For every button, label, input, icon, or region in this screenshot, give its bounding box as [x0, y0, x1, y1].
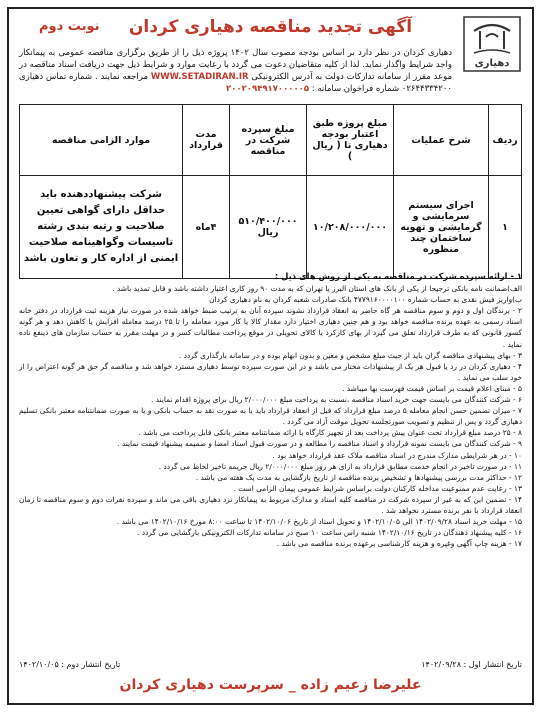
term-item: ۱۲ - حداکثر مدت بررسی پیشنهادها و تشخیص برنده مناقصه از تاریخ بازگشایی به مدت یک هفته می باشد . [195, 472, 522, 482]
intro-text-3: شماره فراخوان سامانه : [311, 84, 400, 94]
cell-amount: ۱۰/۲۰۸/۰۰۰/۰۰۰ [307, 176, 394, 279]
cell-row-number: ۱ [489, 176, 522, 279]
terms-heading: ۱ - ارائه سپرده شرکت در مناقصه به یکی از روش های ذیل : [274, 271, 522, 281]
term-item: ۴ - دهیاری کردان در رد یا قبول هر یک از پیشنهادات مختار می باشد و در این صورت سپرده توسط دهیاری مسترد خواهد شد و مناقصه گر حق هر گونه اعتراض را از خود سلب می نماید . [19, 361, 522, 382]
term-item: ۱۶ - کلیه پیشنهاد دهندگان در تاریخ ۱۴۰۲/۱۰/۱۶ شنبه راس ساعت ۱۰ صبح در سامانه تدارکات الکترونیکی بارگشایی می گردد . [137, 528, 522, 538]
page-title: آگهی تجدید مناقصه دهیاری کردان [128, 17, 413, 37]
logo-text: دهیاری [474, 58, 510, 69]
term-item: ۱۳ - رعایت عدم ممنوعیت مداخله کارکنان دولت براساس شرایط عمومی پیمان الزامی است . [233, 483, 522, 493]
term-item: ۱۴ - تضمین این که به غیر از سپرده شرکت در مناقصه کلیه اسناد و مدارک مربوط به پیمانکار نزد دهیاری باقی می ماند و سپرده نفرات دوم و سوم مناقصه تا زمان انعقاد قرارداد با نفر برنده مسترد نخواهد شد . [19, 494, 522, 515]
col-header-row: ردیف [489, 105, 522, 176]
term-item: ۱۱ - در صورت تاخیر در انجام خدمت مطابق قرارداد به ازای هر روز مبلغ ۲/۰۰۰/۰۰۰ ریال جریمه تاخیر لحاظ می گردد . [158, 461, 522, 471]
first-publication-date: تاریخ انتشار اول : ۱۴۰۲/۰۹/۲۸ [421, 660, 522, 669]
publication-round: نوبت دوم [39, 19, 100, 34]
phone-number: ۰۲۶۴۴۳۳۴۲۰۰ [401, 84, 452, 94]
cell-duration: ۴ماه [183, 176, 230, 279]
term-item: ۱۰ - در هر شرایطی مدارک مندرج در اسناد مناقصه ملاک عقد قرارداد خواهد بود . [272, 450, 522, 460]
tender-code: ۲۰۰۲۰۹۴۹۱۷۰۰۰۰۰۵ [226, 84, 310, 94]
col-header-requirements: موارد الزامی مناقصه [20, 105, 183, 176]
tender-table [19, 104, 522, 279]
term-item: ۵ - مبنای اعلام قیمت بر اساس قیمت فهرست بها میباشد . [342, 383, 522, 393]
term-item: ۳ - بهای پیشنهادی مناقصه گران باید از حیث مبلغ مشخص و معین و بدون ابهام بوده و در سامانه بارگذاری گردد . [178, 350, 522, 360]
term-item: ۸ - ۲۵ درصد مبلغ قرارداد تحت عنوان پیش پرداخت بعد از تجهیز کارگاه با ارائه ضمانتنامه معتبر بانکی قابل پرداخت می باشد . [138, 428, 522, 438]
intro-text-2: مراجعه نمایند . شماره تماس دهیاری [19, 72, 149, 82]
col-header-description: شرح عملیات [394, 105, 489, 176]
table-row [20, 176, 522, 279]
term-item: ۷ - میزان تضمین حسن انجام معامله ۵ درصد مبلغ قرارداد که قبل از انعقاد قرارداد باید یا به صورت نقد به حساب بانکی و یا به صورت ضمانتنامه معتبر بانکی تسلیم دهیاری گردد و پس از تنظیم و تصویب صورتجلسه تحویل موقت آزاد می گردد . [19, 406, 522, 427]
col-header-deposit: مبلغ سپرده شرکت در مناقصه [230, 105, 307, 176]
signer-name: علیرضا زعیم زاده _ سرپرست دهیاری کردان [119, 677, 422, 693]
term-item: ۱۷ - هزینه چاپ آگهی وغیره و هزینه کارشناسی برعهده برنده مناقصه می باشد . [276, 539, 522, 549]
table-header-row [20, 105, 522, 176]
term-item: ۶ - شرکت کنندگان می بایست جهت خرید اسناد مناقصه ،نسبت به پرداخت مبلغ ۲/۰۰۰/۰۰۰ ریال برای پروژه اقدام نمایند . [150, 395, 522, 405]
intro-text-1: دهیاری کردان در نظر دارد بر اساس بودجه مصوب سال ۱۴۰۲ پروژه ذیل را از طریق برگزاری مناقصه عمومی به پیمانکار واجد شرایط واگذار نماید. لذا از کلیه متقاضیان دعوت می گردد با رعایت موارد و شرایط ذیل جهت دریافت اسناد مناقصه در موعد مقرر از سامانه تدارکات دولت به آدرس الکترونیکی [19, 48, 453, 82]
term-item: ۹ - شرکت کنندگان می بایست نمونه قرارداد و اسناد مناقصه را مطالعه و در صورت قبول اسناد امضا و ضمیمه پیشنهاد قیمت نمایند . [117, 439, 522, 449]
second-publication-date: تاریخ انتشار دوم : ۱۴۰۲/۱۰/۰۵ [19, 660, 121, 669]
tender-notice [7, 7, 534, 705]
setad-website-link[interactable]: WWW.SETADIRAN.IR [150, 72, 249, 82]
term-item: الف)ضمانت نامه بانکی ترجیحا از یکی از بانک های استان البرز یا تهران که به مدت ۹۰ روز کاری اعتبار داشته باشد و قابل تمدید باشد . [112, 284, 522, 294]
col-header-duration: مدت قرارداد [183, 105, 230, 176]
cell-deposit: ۵۱۰/۴۰۰/۰۰۰ ریال [230, 176, 307, 279]
cell-description: اجرای سیستم سرمایشی و گرمایشی و تهویه ساختمان چند منظوره [394, 176, 489, 279]
col-header-amount: مبلغ پروژه طبق اعتبار بودجه دهیاری تا ( ریال ) [307, 105, 394, 176]
cell-requirements: شرکت پیشنهاددهنده باید حداقل دارای گواهی تعیین صلاحیت و رتبه بندی رشته تاسیسات وگواهینامه صلاحیت ایمنی از اداره کار و تعاون باشد [20, 176, 183, 279]
terms-section [19, 271, 522, 549]
term-item: ب)واریز فیش نقدی به حساب شماره ۴۷۷۹۱۶۰۰۰۰۱۰۰ بانک صادرات شعبه کردان به نام دهیاری کردان [209, 295, 522, 305]
term-item: ۲ - برندگان اول و دوم و سوم مناقصه هر گاه حاضر به انعقاد قرارداد نشوند سپرده آنان به ترتیب ضبط خواهد شده در صورت نیاز هزینه ثبت قرارداد در دفتر خانه اسناد رسمی به عهده برنده مناقصه خواهد بود و هم چنین دهیاری اختیار دارد مقدار کالا یا کار مورد معامله را تا ۲۵ درصد معامله افزایش یا کاهش دهد و هر گونه کسور قانونی که به طرف قرارداد تعلق می گیرد از بهای کارکرد یا کالای تحویلی در موقع پرداخت مطالبات کسر و در مهلت مقرر به حساب سازمان های ذینفع ناده نماید . [19, 306, 523, 349]
term-item: ۱۵ - مهلت خرید اسناد ۱۴۰۲/۰۹/۲۸ الی ۱۴۰۲/۱۰/۰۵ و تحویل اسناد از تاریخ ۱۴۰۲/۱۰/۰۶ تا ساعت ۸:۰۰ مورخ ۱۴۰۲/۱۰/۱۶ می باشد . [116, 517, 522, 527]
intro-paragraph [19, 47, 452, 95]
